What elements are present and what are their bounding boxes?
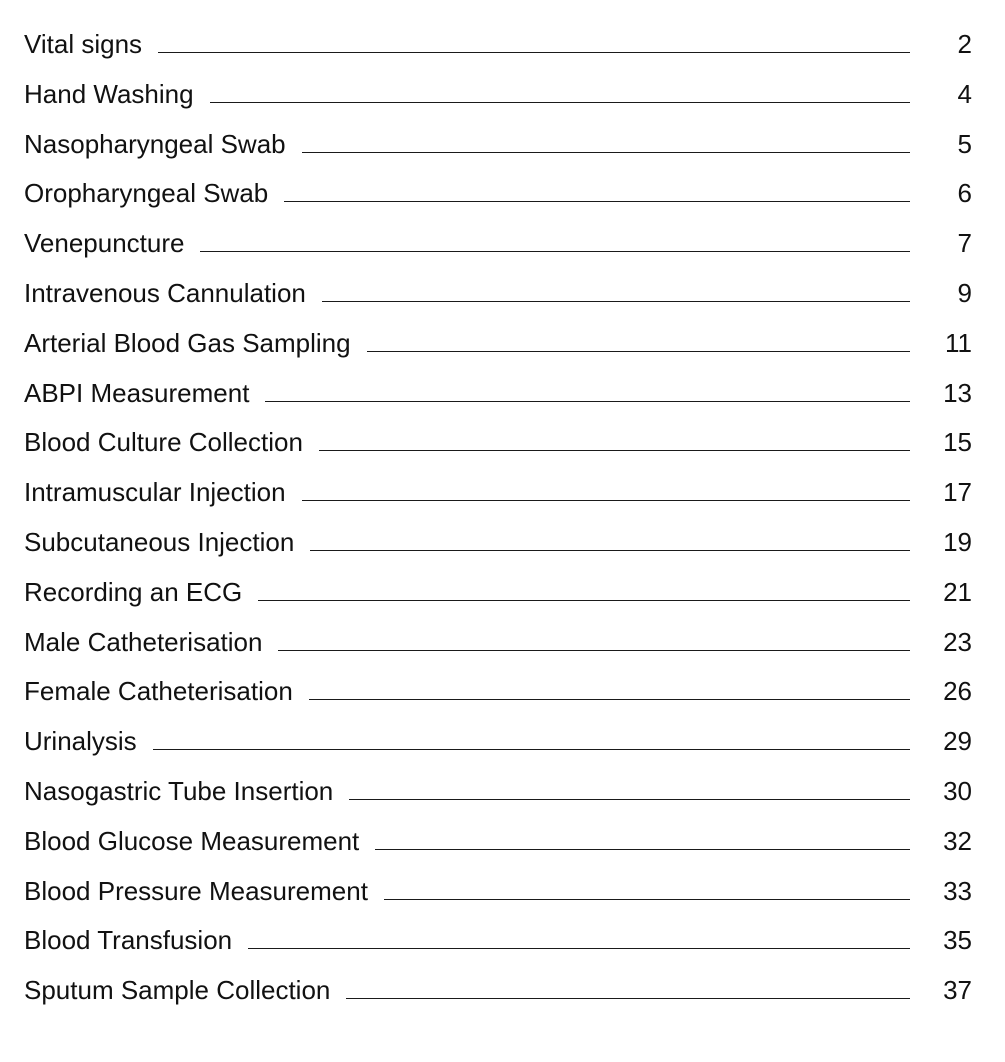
- toc-entry-title: Intramuscular Injection: [24, 477, 286, 508]
- toc-leader-line: [310, 550, 910, 551]
- toc-entry-page: 29: [943, 726, 972, 757]
- toc-entry-title: Oropharyngeal Swab: [24, 178, 269, 209]
- toc-entry-page: 9: [957, 277, 972, 308]
- toc-entry[interactable]: [24, 717, 972, 767]
- toc-entry-title: Hand Washing: [24, 78, 194, 109]
- toc-entry-title: Recording an ECG: [24, 576, 243, 607]
- toc-entry-title: Female Catheterisation: [24, 676, 293, 707]
- toc-entry[interactable]: [24, 269, 972, 319]
- toc-entry-title: Sputum Sample Collection: [24, 975, 331, 1006]
- toc-leader-line: [346, 998, 910, 999]
- toc-leader-line: [384, 899, 910, 900]
- toc-entry-title: Blood Glucose Measurement: [24, 825, 360, 856]
- toc-entry-page: 37: [943, 975, 972, 1006]
- toc-leader-line: [158, 52, 910, 53]
- toc-entry[interactable]: [24, 369, 972, 419]
- toc-entry[interactable]: [24, 618, 972, 668]
- toc-leader-line: [375, 849, 910, 850]
- toc-entry-page: 35: [943, 925, 972, 956]
- toc-entry-page: 30: [943, 775, 972, 806]
- toc-entry[interactable]: [24, 418, 972, 468]
- toc-leader-line: [248, 948, 910, 949]
- toc-entry[interactable]: [24, 817, 972, 867]
- toc-entry-page: 7: [957, 228, 972, 259]
- toc-entry-page: 19: [943, 526, 972, 557]
- toc-entry-title: Nasopharyngeal Swab: [24, 128, 286, 159]
- toc-entry[interactable]: [24, 70, 972, 120]
- toc-entry-title: ABPI Measurement: [24, 377, 250, 408]
- toc-entry[interactable]: [24, 667, 972, 717]
- toc-entry-title: Blood Culture Collection: [24, 427, 303, 458]
- toc-entry-page: 26: [943, 676, 972, 707]
- toc-entry[interactable]: [24, 518, 972, 568]
- toc-leader-line: [302, 500, 910, 501]
- toc-leader-line: [200, 251, 910, 252]
- table-of-contents: [24, 20, 972, 1016]
- toc-entry-page: 2: [957, 29, 972, 59]
- toc-entry-page: 5: [957, 128, 972, 159]
- toc-entry-page: 11: [945, 327, 972, 358]
- toc-entry-title: Intravenous Cannulation: [24, 277, 306, 308]
- toc-entry[interactable]: [24, 767, 972, 817]
- toc-entry[interactable]: [24, 916, 972, 966]
- toc-entry-title: Blood Pressure Measurement: [24, 875, 368, 906]
- toc-leader-line: [322, 301, 910, 302]
- toc-leader-line: [284, 201, 910, 202]
- toc-entry-page: 15: [943, 427, 972, 458]
- toc-entry-title: Subcutaneous Injection: [24, 526, 295, 557]
- toc-leader-line: [367, 351, 910, 352]
- toc-entry[interactable]: [24, 867, 972, 917]
- toc-entry[interactable]: [24, 468, 972, 518]
- toc-entry-title: Vital signs: [24, 29, 143, 59]
- toc-entry-page: 21: [943, 576, 972, 607]
- toc-entry-page: 17: [943, 477, 972, 508]
- toc-leader-line: [309, 699, 910, 700]
- toc-leader-line: [302, 152, 910, 153]
- toc-leader-line: [210, 102, 910, 103]
- toc-entry-title: Nasogastric Tube Insertion: [24, 775, 334, 806]
- toc-leader-line: [265, 401, 910, 402]
- toc-entry-title: Venepuncture: [24, 228, 185, 259]
- toc-entry[interactable]: [24, 319, 972, 369]
- toc-entry[interactable]: [24, 120, 972, 170]
- toc-entry[interactable]: [24, 568, 972, 618]
- toc-entry-page: 33: [943, 875, 972, 906]
- toc-entry[interactable]: [24, 219, 972, 269]
- toc-leader-line: [319, 450, 910, 451]
- toc-leader-line: [349, 799, 910, 800]
- toc-entry[interactable]: [24, 966, 972, 1016]
- toc-entry-title: Urinalysis: [24, 726, 137, 757]
- toc-leader-line: [278, 650, 910, 651]
- toc-entry-page: 4: [957, 78, 972, 109]
- toc-entry-title: Male Catheterisation: [24, 626, 263, 657]
- toc-leader-line: [153, 749, 910, 750]
- toc-entry-title: Blood Transfusion: [24, 925, 233, 956]
- toc-entry-page: 23: [943, 626, 972, 657]
- toc-leader-line: [258, 600, 910, 601]
- toc-entry[interactable]: [24, 20, 972, 70]
- toc-entry[interactable]: [24, 169, 972, 219]
- toc-entry-page: 32: [943, 825, 972, 856]
- toc-entry-title: Arterial Blood Gas Sampling: [24, 327, 351, 358]
- toc-entry-page: 6: [957, 178, 972, 209]
- toc-entry-page: 13: [943, 377, 972, 408]
